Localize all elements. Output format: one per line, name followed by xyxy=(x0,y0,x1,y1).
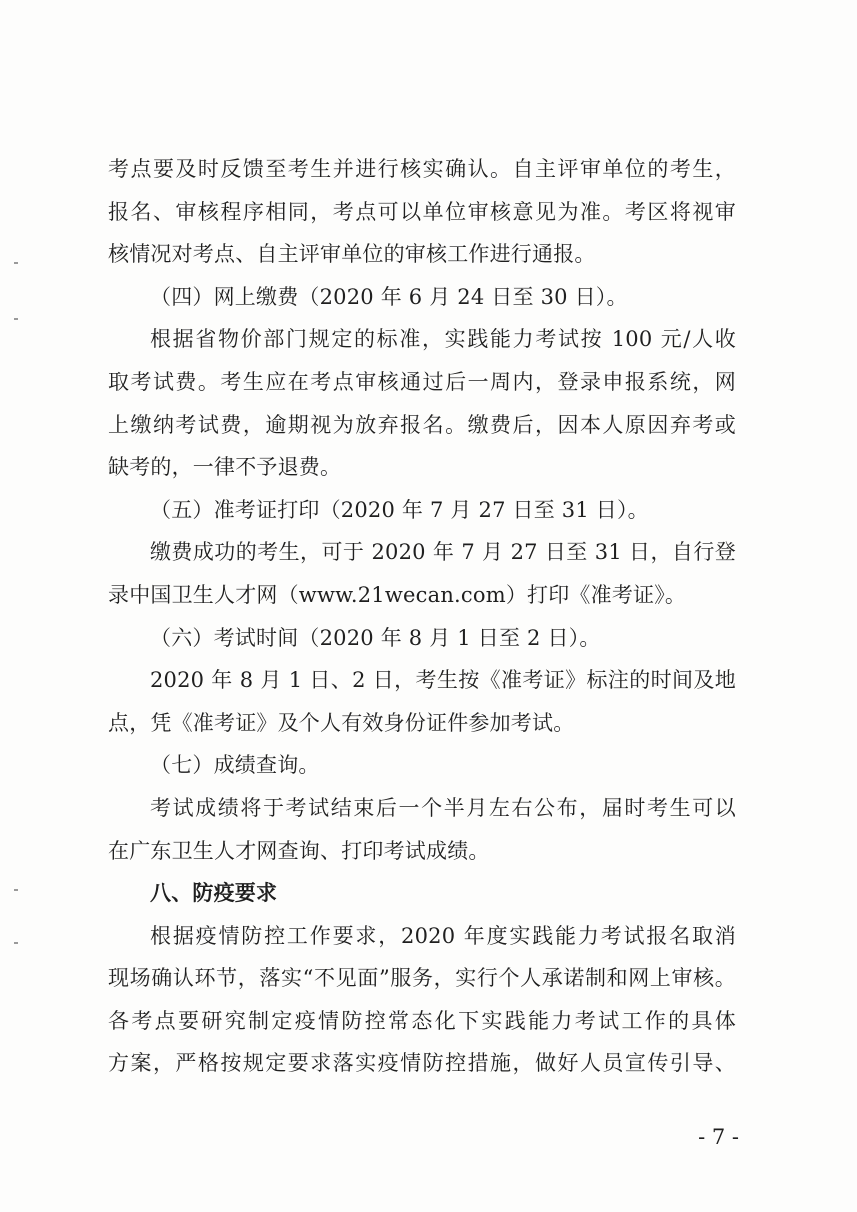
paragraph-line: 根据疫情防控工作要求，2020 年度实践能力考试报名取消 xyxy=(150,923,736,948)
paragraph-line: 在广东卫生人才网查询、打印考试成绩。 xyxy=(108,838,490,863)
paragraph-line: 点，凭《准考证》及个人有效身份证件参加考试。 xyxy=(108,710,575,735)
paragraph-line: 缺考的，一律不予退费。 xyxy=(108,455,342,480)
paragraph-line: 核情况对考点、自主评审单位的审核工作进行通报。 xyxy=(108,242,596,267)
margin-mark xyxy=(14,942,18,944)
paragraph-line: 考点要及时反馈至考生并进行核实确认。自主评审单位的考生， xyxy=(108,157,736,181)
paragraph-line: 录中国卫生人才网（www.21wecan.com）打印《准考证》。 xyxy=(108,582,687,607)
margin-mark xyxy=(14,889,18,891)
paragraph-line: 缴费成功的考生，可于 2020 年 7 月 27 日至 31 日，自行登 xyxy=(150,540,736,565)
section-heading: （六）考试时间（2020 年 8 月 1 日至 2 日）。 xyxy=(150,625,601,650)
paragraph-line: 取考试费。考生应在考点审核通过后一周内，登录申报系统，网 xyxy=(108,369,736,394)
paragraph-line: 根据省物价部门规定的标准，实践能力考试按 100 元/人收 xyxy=(150,327,736,352)
paragraph-line: 各考点要研究制定疫情防控常态化下实践能力考试工作的具体 xyxy=(108,1008,736,1033)
section-heading: （五）准考证打印（2020 年 7 月 27 日至 31 日）。 xyxy=(150,497,649,522)
document-body xyxy=(108,155,736,1092)
margin-mark xyxy=(14,318,18,320)
paragraph-line: 报名、审核程序相同，考点可以单位审核意见为准。考区将视审 xyxy=(108,199,736,224)
paragraph-line: 现场确认环节，落实“不见面”服务，实行个人承诺制和网上审核。 xyxy=(108,966,736,991)
chapter-heading: 八、防疫要求 xyxy=(150,881,278,906)
paragraph-line: 2020 年 8 月 1 日、2 日，考生按《准考证》标注的时间及地 xyxy=(150,668,736,693)
page-number: - 7 - xyxy=(698,1125,739,1149)
section-heading: （四）网上缴费（2020 年 6 月 24 日至 30 日）。 xyxy=(150,284,628,309)
paragraph-line: 上缴纳考试费，逾期视为放弃报名。缴费后，因本人原因弃考或 xyxy=(108,412,736,437)
paragraph-line: 方案，严格按规定要求落实疫情防控措施，做好人员宣传引导、 xyxy=(108,1051,736,1076)
paragraph-line: 考试成绩将于考试结束后一个半月左右公布，届时考生可以 xyxy=(150,795,736,820)
section-heading: （七）成绩查询。 xyxy=(150,753,320,778)
margin-mark xyxy=(14,262,18,264)
